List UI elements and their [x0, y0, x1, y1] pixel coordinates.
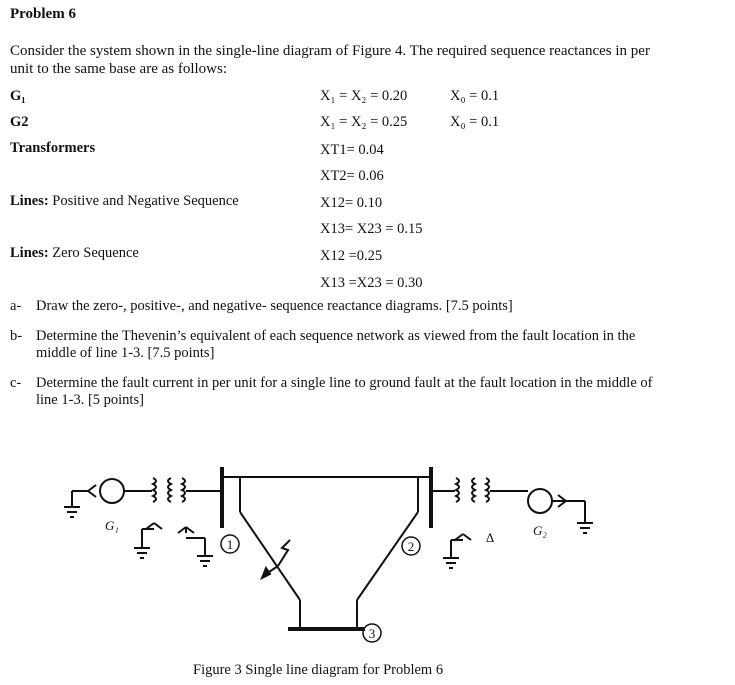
gen2-circle [528, 489, 552, 513]
question-b [10, 328, 670, 364]
g2-label: G2 [10, 114, 29, 130]
single-line-diagram [0, 440, 735, 655]
question-a [10, 298, 670, 318]
gen2-ground-symbol [552, 495, 593, 533]
transformer2-neutral-ground [443, 534, 471, 568]
x13-pos-value: X13= X23 = 0.15 [320, 221, 423, 237]
question-b-text: Determine the Thevenin’s equivalent of each sequence network as viewed from the fault location in the middle of line 1-3. [7.5 points] [36, 328, 636, 361]
g2-pos-neg: X₁ = X₂ = 0.25 [320, 114, 408, 130]
transformer1-neutral-ground [178, 527, 213, 566]
x12-zero-value: X12 =0.25 [320, 248, 383, 264]
question-c-mark: c- [10, 375, 22, 391]
bus1-label: 1 [226, 537, 234, 552]
transformers-label: Transformers [10, 140, 96, 156]
g1-label: G₁ [10, 88, 26, 104]
gen1-neutral-ground [134, 523, 162, 558]
gen2-label: G₂ [533, 523, 547, 538]
question-a-mark: a- [10, 298, 22, 314]
figure-caption: Figure 3 Single line diagram for Problem 6 [193, 662, 444, 678]
transformer2-coils [456, 478, 489, 502]
problem-intro: Consider the system shown in the single-line diagram of Figure 4. The required sequence reactances in per unit to the same base are as follows: [10, 43, 650, 77]
question-c [10, 375, 670, 411]
lines-pos-label-bold: Lines: [10, 193, 49, 209]
bus2-label: 2 [407, 539, 415, 554]
g2-zero: X₀ = 0.1 [450, 114, 500, 130]
fault-arrow [262, 540, 290, 578]
transformer1-coils [153, 478, 185, 502]
xt2-value: XT2= 0.06 [320, 168, 384, 184]
question-a-text: Draw the zero-, positive-, and negative- sequence reactance diagrams. [7.5 points] [36, 298, 513, 314]
bus3-label: 3 [368, 626, 376, 641]
xt1-value: XT1= 0.04 [320, 142, 384, 158]
gen1-circle [100, 479, 124, 503]
lines-zero-label-rest: Zero Sequence [48, 245, 139, 261]
g1-zero: X₀ = 0.1 [450, 88, 500, 104]
delta-symbol: Δ [485, 530, 495, 545]
lines-zero-label-bold: Lines: [10, 245, 49, 261]
gen1-label: G₁ [105, 518, 119, 533]
lines-pos-label [10, 193, 239, 210]
lines-pos-label-rest: Positive and Negative Sequence [48, 193, 239, 209]
problem-title: Problem 6 [10, 6, 76, 22]
lines-zero-label [10, 245, 139, 262]
question-c-text: Determine the fault current in per unit for a single line to ground fault at the fault location in the middle of line 1-3. [5 points] [36, 375, 653, 408]
g1-pos-neg: X₁ = X₂ = 0.20 [320, 88, 408, 104]
question-b-mark: b- [10, 328, 23, 344]
x12-pos-value: X12= 0.10 [320, 195, 383, 211]
gen1-ground-symbol [64, 485, 96, 517]
x13-zero-value: X13 =X23 = 0.30 [320, 275, 423, 291]
